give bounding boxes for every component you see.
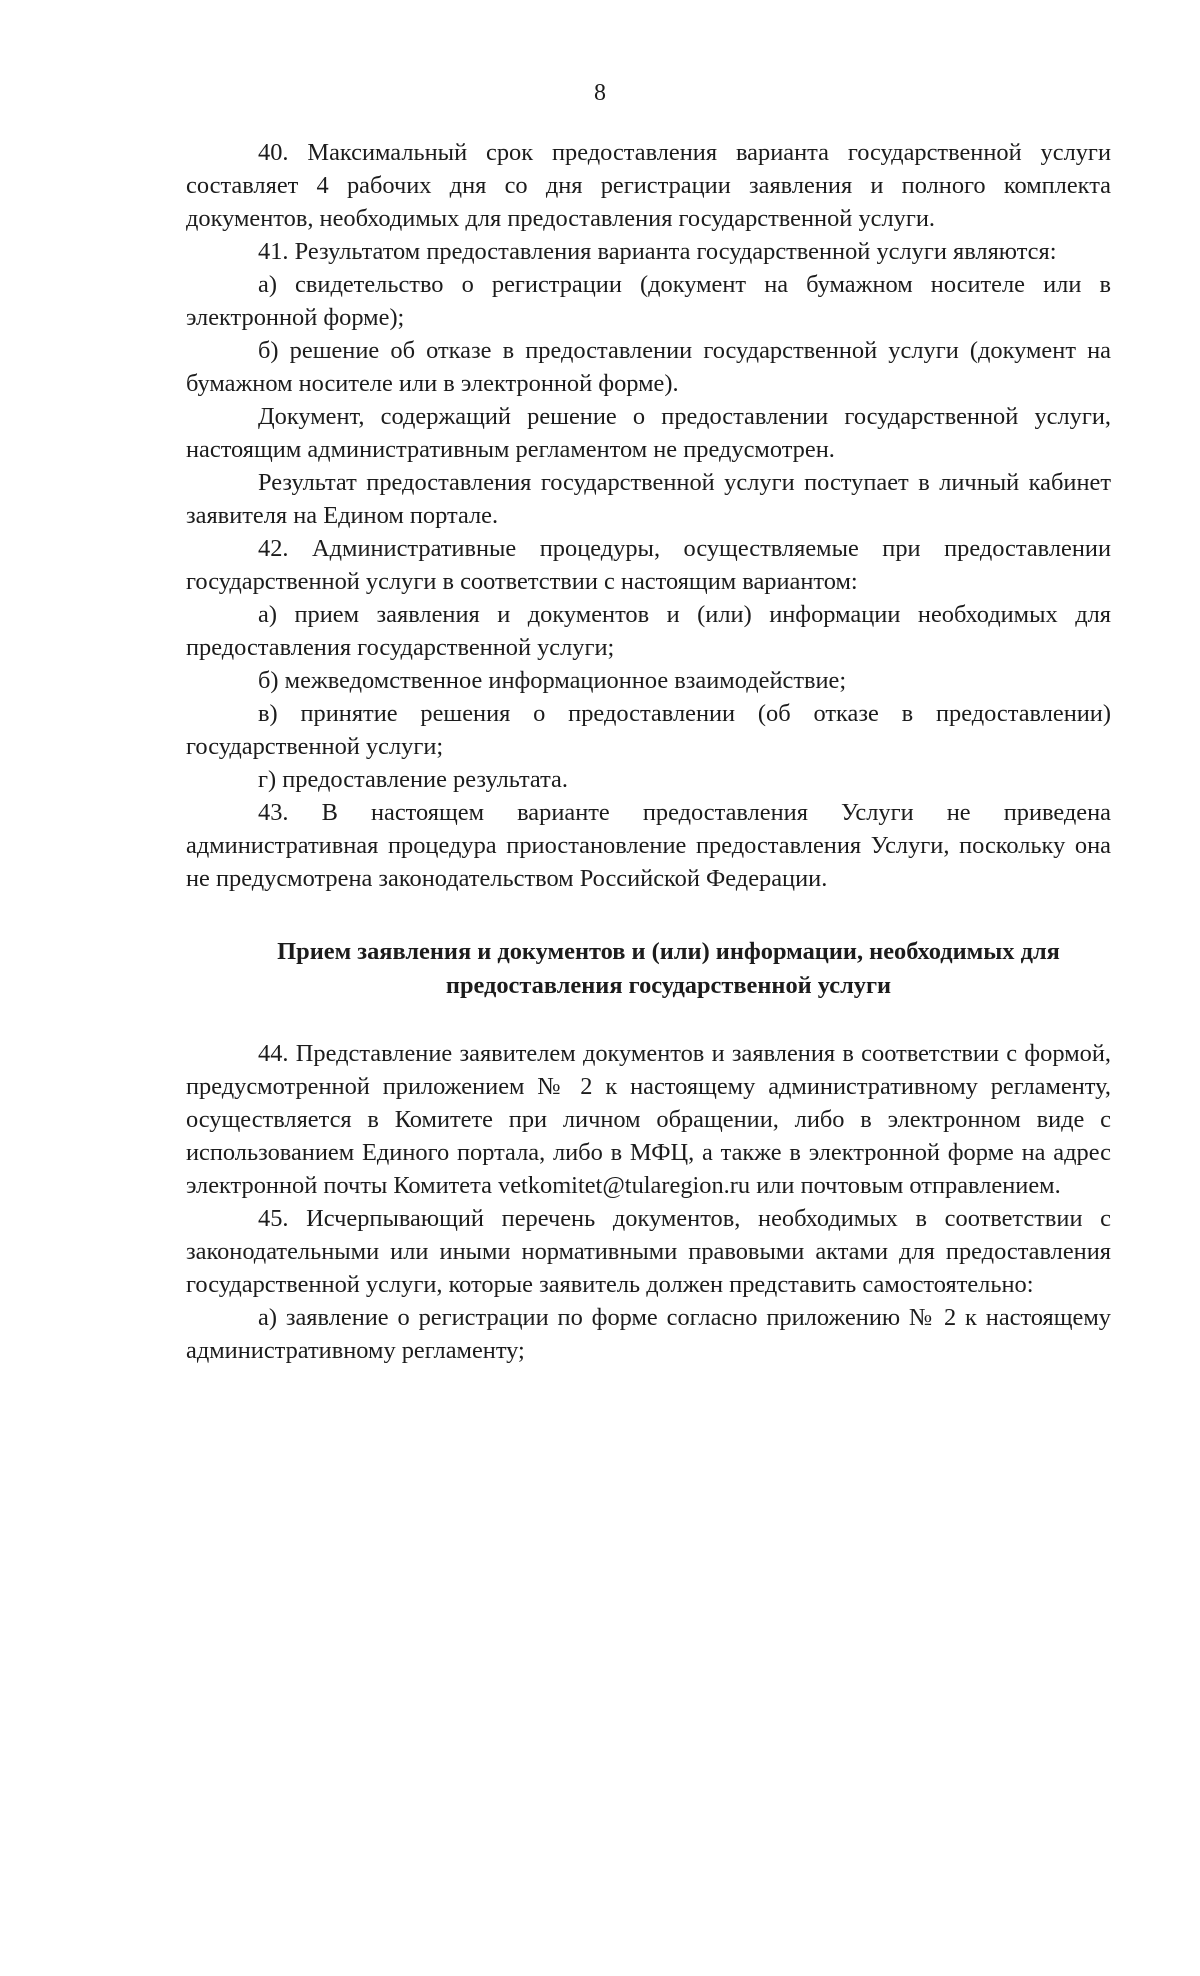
section-heading: Прием заявления и документов и (или) информации, необходимых для предоставления государственной услуги <box>277 938 1060 999</box>
paragraph-41: 41. Результатом предоставления варианта государственной услуги являются: <box>258 238 1057 265</box>
paragraph-41-item-a: а) свидетельство о регистрации (документ на бумажном носителе или в электронной форме); <box>186 271 1111 331</box>
document-body <box>186 136 1111 1367</box>
paragraph-42-item-b: б) межведомственное информационное взаимодействие; <box>258 667 847 694</box>
paragraph-45: 45. Исчерпывающий перечень документов, необходимых в соответствии с законодательными или иными нормативными правовыми актами для предоставления государственной услуги, которые заявитель должен представить самостоятельно: <box>186 1205 1111 1298</box>
paragraph-41-item-b: б) решение об отказе в предоставлении государственной услуги (документ на бумажном носителе или в электронной форме). <box>186 337 1111 397</box>
paragraph-45-item-a: а) заявление о регистрации по форме согласно приложению № 2 к настоящему административному регламенту; <box>186 1304 1111 1364</box>
paragraph-43: 43. В настоящем варианте предоставления Услуги не приведена административная процедура приостановление предоставления Услуги, поскольку она не предусмотрена законодательством Российской Федерации. <box>186 799 1111 892</box>
paragraph-42-item-g: г) предоставление результата. <box>258 766 568 793</box>
paragraph-42: 42. Административные процедуры, осуществляемые при предоставлении государственной услуги в соответствии с настоящим вариантом: <box>186 535 1111 595</box>
paragraph-41-note-result: Результат предоставления государственной услуги поступает в личный кабинет заявителя на Едином портале. <box>186 469 1111 529</box>
paragraph-41-note-decision: Документ, содержащий решение о предоставлении государственной услуги, настоящим административным регламентом не предусмотрен. <box>186 403 1111 463</box>
page-number: 8 <box>594 80 606 106</box>
paragraph-42-item-v: в) принятие решения о предоставлении (об отказе в предоставлении) государственной услуги; <box>186 700 1111 760</box>
paragraph-44: 44. Представление заявителем документов и заявления в соответствии с формой, предусмотренной приложением № 2 к настоящему административному регламенту, осуществляется в Комитете при личном обращении, либо в электронном виде с использованием Единого портала, либо в МФЦ, а также в электронной форме на адрес электронной почты Комитета vetkomitet@tularegion.ru или почтовым отправлением. <box>186 1040 1111 1199</box>
paragraph-42-item-a: а) прием заявления и документов и (или) информации необходимых для предоставления государственной услуги; <box>186 601 1111 661</box>
paragraph-40: 40. Максимальный срок предоставления варианта государственной услуги составляет 4 рабочих дня со дня регистрации заявления и полного комплекта документов, необходимых для предоставления государственной услуги. <box>186 139 1111 232</box>
